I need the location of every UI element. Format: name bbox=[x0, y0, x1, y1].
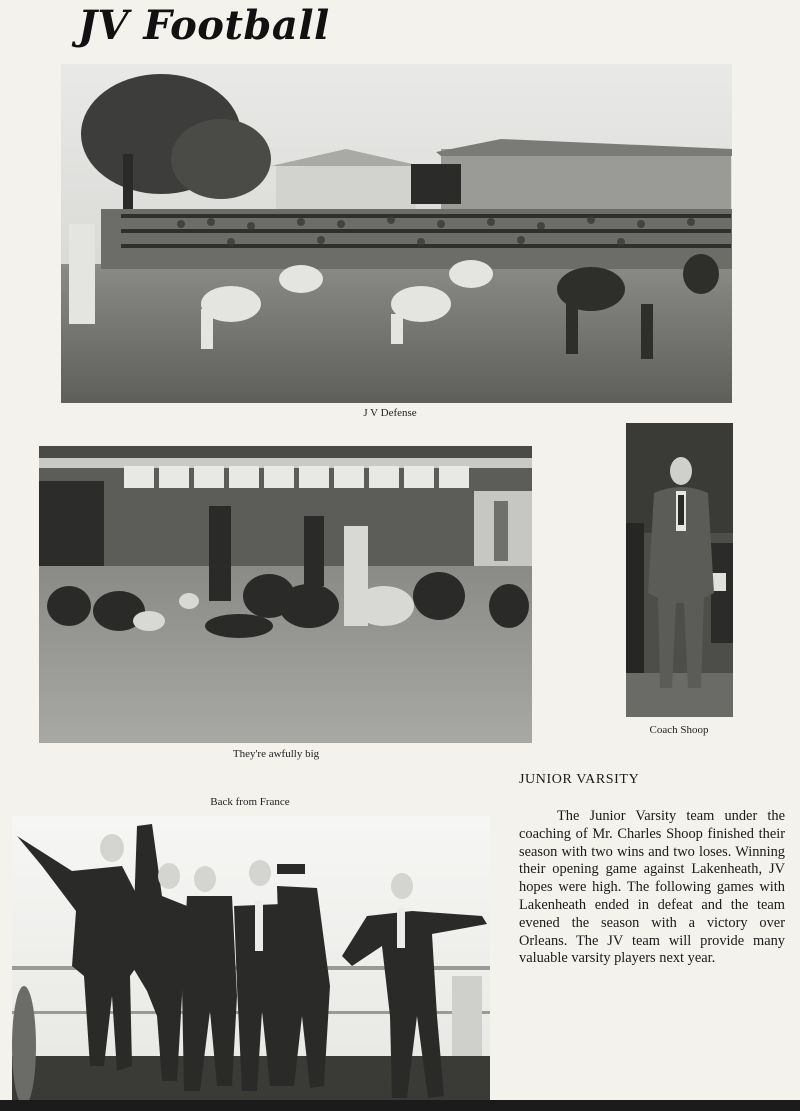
caption-france: Back from France bbox=[210, 796, 290, 808]
photo-coach bbox=[626, 423, 733, 717]
article-body: The Junior Varsity team under the coaching of Mr. Charles Shoop finished their season with two wins and two loses. Winning their opening game against Lakenheath, JV hopes were high. The following games with Lakenheath ended in defeat and the team evened the season with a victory over Orleans. The JV team will provide many valuable varsity players next year. bbox=[519, 808, 785, 967]
article-heading: JUNIOR VARSITY bbox=[519, 772, 640, 787]
page-title: JV Football bbox=[78, 2, 330, 49]
photo-awfully-big bbox=[39, 446, 532, 743]
photo-france bbox=[12, 816, 490, 1106]
photo-coach-image bbox=[626, 423, 733, 717]
caption-awfully-big: They're awfully big bbox=[232, 748, 320, 760]
photo-awfully-big-image bbox=[39, 446, 532, 743]
caption-jv-defense: J V Defense bbox=[363, 407, 417, 419]
page-bottom-edge bbox=[0, 1100, 800, 1111]
photo-france-image bbox=[12, 816, 490, 1106]
caption-coach: Coach Shoop bbox=[649, 724, 709, 736]
photo-jv-defense bbox=[61, 64, 732, 403]
photo-jv-defense-image bbox=[61, 64, 732, 403]
